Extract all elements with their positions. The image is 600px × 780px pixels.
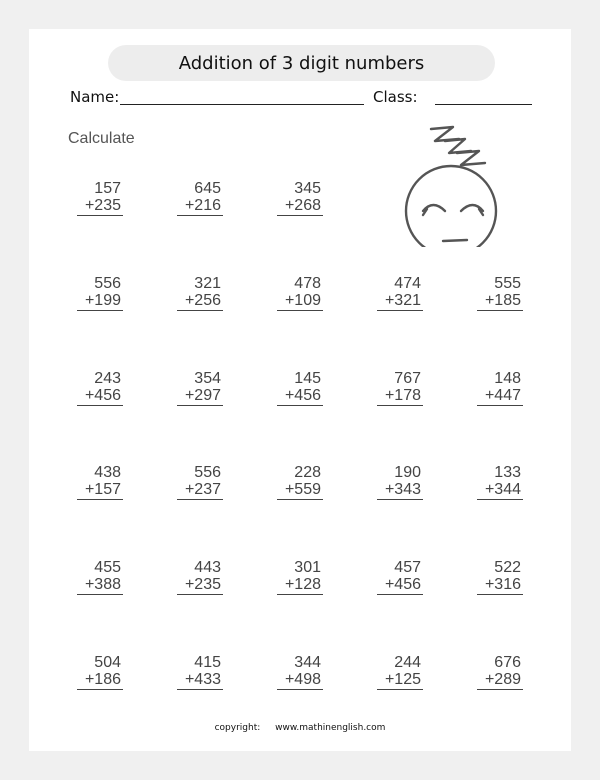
addition-problem [477,464,523,500]
addend-top: 443 [194,559,221,576]
addend-bottom-value: 235 [194,576,221,593]
addend-bottom-value: 498 [294,671,321,688]
addend-bottom [77,292,123,311]
addend-bottom-value: 128 [294,576,321,593]
addend-top: 244 [394,654,421,671]
addend-top: 321 [194,275,221,292]
plus-operator: + [484,292,495,309]
addend-top: 474 [394,275,421,292]
addend-bottom [477,481,523,500]
addition-problem [177,370,223,406]
plus-operator: + [384,481,395,498]
addend-bottom [477,387,523,406]
addend-top: 676 [494,654,521,671]
addend-bottom-value: 237 [194,481,221,498]
addend-bottom-value: 297 [194,387,221,404]
plus-operator: + [84,671,95,688]
addend-bottom [277,671,323,690]
addend-top: 354 [194,370,221,387]
addend-bottom [377,481,423,500]
addition-problem [77,654,123,690]
addend-bottom-value: 235 [94,197,121,214]
addend-top: 645 [194,180,221,197]
plus-operator: + [184,481,195,498]
addition-problem [277,654,323,690]
addend-top: 556 [94,275,121,292]
addend-bottom-value: 456 [294,387,321,404]
addend-bottom [177,671,223,690]
sleeping-face-icon [403,121,499,247]
addition-problem [77,275,123,311]
plus-operator: + [284,197,295,214]
addend-bottom [377,671,423,690]
addition-problem [277,370,323,406]
addend-bottom [477,671,523,690]
addend-bottom-value: 343 [394,481,421,498]
name-field[interactable] [120,104,364,105]
plus-operator: + [284,292,295,309]
addition-problem [477,275,523,311]
page-title: Addition of 3 digit numbers [108,45,495,81]
addend-top: 438 [94,464,121,481]
addition-problem [77,370,123,406]
plus-operator: + [384,292,395,309]
plus-operator: + [284,481,295,498]
addend-top: 190 [394,464,421,481]
addend-bottom-value: 388 [94,576,121,593]
class-label: Class: [373,88,418,106]
addend-top: 133 [494,464,521,481]
addend-bottom [277,387,323,406]
addend-top: 145 [294,370,321,387]
plus-operator: + [484,576,495,593]
addition-problem [277,464,323,500]
addend-bottom [77,671,123,690]
addend-bottom [377,576,423,595]
addend-bottom-value: 109 [294,292,321,309]
worksheet-page [29,29,571,751]
addend-bottom-value: 456 [94,387,121,404]
addition-problem [277,180,323,216]
addition-problem [77,180,123,216]
plus-operator: + [84,197,95,214]
addition-problem [177,464,223,500]
addend-top: 157 [94,180,121,197]
addend-bottom [77,387,123,406]
addend-bottom-value: 268 [294,197,321,214]
footer [29,723,571,733]
addition-problem [177,654,223,690]
addition-problem [377,464,423,500]
addition-problem [377,559,423,595]
addend-bottom-value: 559 [294,481,321,498]
addend-top: 301 [294,559,321,576]
plus-operator: + [184,292,195,309]
addend-bottom-value: 447 [494,387,521,404]
addend-bottom-value: 456 [394,576,421,593]
addend-bottom [177,197,223,216]
addition-problem [377,370,423,406]
addend-top: 243 [94,370,121,387]
copyright-url: www.mathinenglish.com [275,723,386,733]
addition-problem [477,370,523,406]
addend-top: 555 [494,275,521,292]
plus-operator: + [284,387,295,404]
addend-top: 228 [294,464,321,481]
addend-bottom [477,576,523,595]
addend-bottom [277,481,323,500]
addend-bottom [477,292,523,311]
addition-problem [277,559,323,595]
addend-top: 455 [94,559,121,576]
addend-top: 478 [294,275,321,292]
addition-problem [177,559,223,595]
plus-operator: + [84,292,95,309]
addend-bottom-value: 256 [194,292,221,309]
plus-operator: + [184,387,195,404]
plus-operator: + [484,671,495,688]
plus-operator: + [184,671,195,688]
plus-operator: + [284,671,295,688]
addend-bottom-value: 157 [94,481,121,498]
addend-top: 504 [94,654,121,671]
addend-bottom [177,292,223,311]
addition-problem [77,464,123,500]
addend-bottom [77,576,123,595]
addend-bottom-value: 344 [494,481,521,498]
addend-bottom [177,481,223,500]
plus-operator: + [384,671,395,688]
addition-problem [277,275,323,311]
name-label: Name: [70,88,120,106]
addend-bottom [377,387,423,406]
class-field[interactable] [435,104,532,105]
addend-bottom-value: 321 [394,292,421,309]
plus-operator: + [284,576,295,593]
addend-bottom [177,576,223,595]
addend-bottom [77,197,123,216]
addend-bottom-value: 125 [394,671,421,688]
addition-problem [477,654,523,690]
addend-bottom-value: 186 [94,671,121,688]
addend-bottom [177,387,223,406]
addend-top: 767 [394,370,421,387]
addend-top: 556 [194,464,221,481]
plus-operator: + [84,387,95,404]
addend-bottom-value: 185 [494,292,521,309]
addend-bottom [277,292,323,311]
addend-top: 344 [294,654,321,671]
addend-bottom-value: 433 [194,671,221,688]
addend-top: 522 [494,559,521,576]
instruction-text: Calculate [68,130,135,147]
addition-problem [177,275,223,311]
addend-bottom [377,292,423,311]
addend-bottom [277,197,323,216]
addend-bottom-value: 199 [94,292,121,309]
plus-operator: + [384,387,395,404]
addition-problem [377,275,423,311]
addend-bottom-value: 178 [394,387,421,404]
addend-bottom-value: 216 [194,197,221,214]
plus-operator: + [484,387,495,404]
plus-operator: + [84,481,95,498]
addend-bottom-value: 316 [494,576,521,593]
addend-bottom-value: 289 [494,671,521,688]
plus-operator: + [184,197,195,214]
addition-problem [177,180,223,216]
addition-problem [477,559,523,595]
plus-operator: + [184,576,195,593]
addend-top: 345 [294,180,321,197]
addition-problem [377,654,423,690]
addend-top: 148 [494,370,521,387]
addend-bottom [77,481,123,500]
addend-top: 457 [394,559,421,576]
plus-operator: + [484,481,495,498]
copyright-label: copyright: [214,723,261,733]
addend-top: 415 [194,654,221,671]
plus-operator: + [84,576,95,593]
addition-problem [77,559,123,595]
addend-bottom [277,576,323,595]
plus-operator: + [384,576,395,593]
